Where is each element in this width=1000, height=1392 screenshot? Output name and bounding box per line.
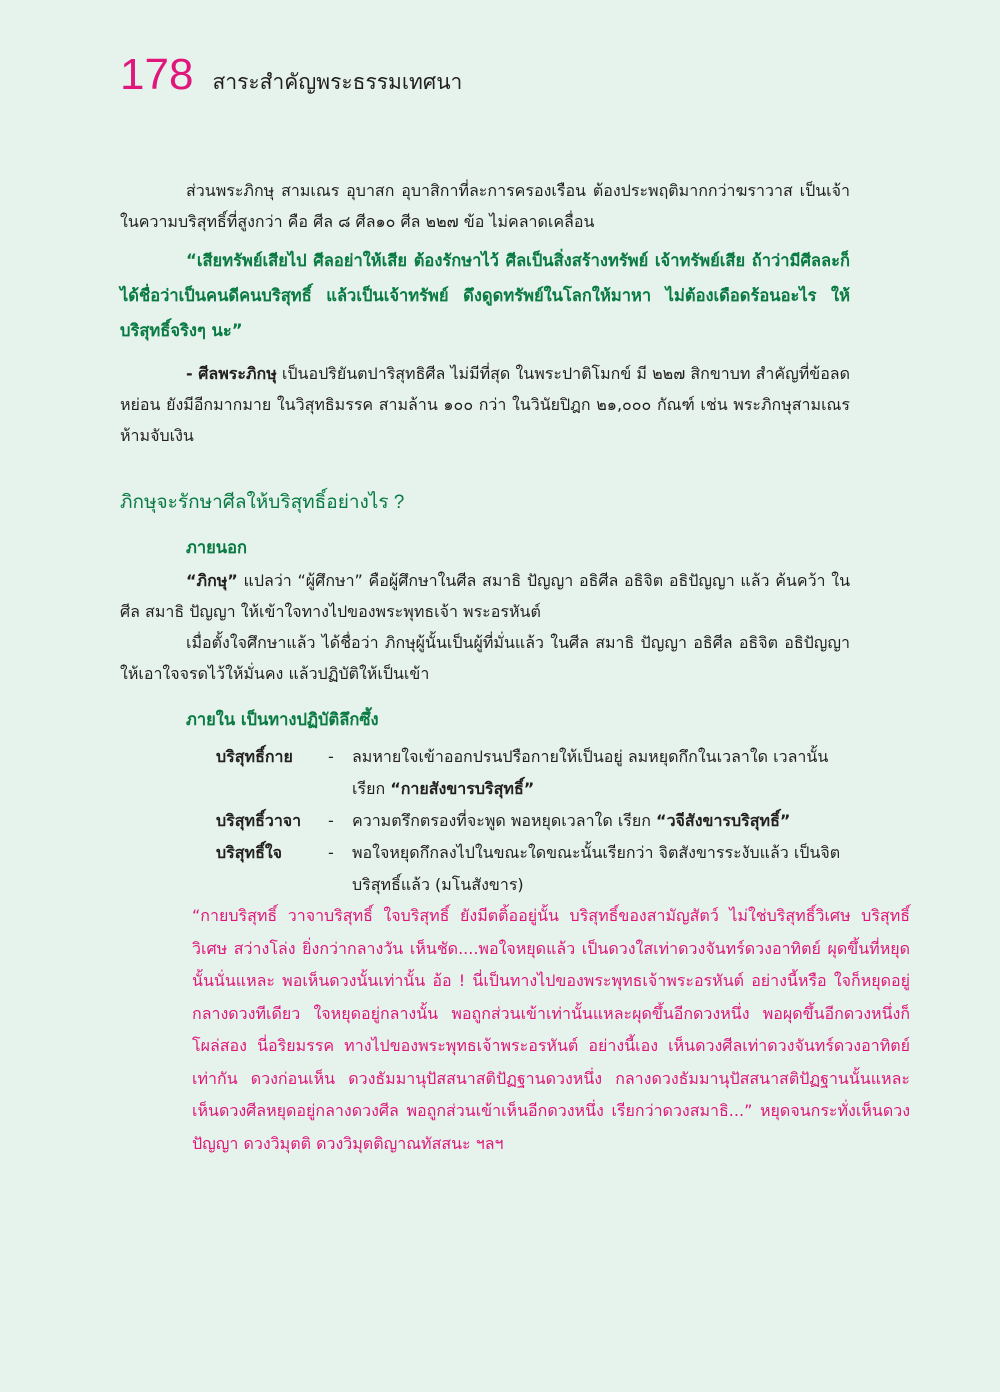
page-number: 178 xyxy=(120,50,194,99)
definition-dash: - xyxy=(328,747,334,766)
definition-term: บริสุทธิ์ใจ xyxy=(216,843,283,862)
paragraph-laity-precepts: ส่วนพระภิกษุ สามเณร อุบาสก อุบาสิกาที่ละการครองเรือน ต้องประพฤติมากกว่าฆราวาส เป็นเจ้าในความบริสุทธิ์ที่สูงกว่า คือ ศีล ๘ ศีล๑๐ ศีล ๒๒๗ ข้อ ไม่คลาดเคลื่อน xyxy=(120,181,850,231)
bhikkhu-term: “ภิกษุ” xyxy=(186,571,238,590)
page-content xyxy=(120,175,850,901)
definition-dash: - xyxy=(328,843,334,862)
pink-quote-wrapper xyxy=(120,900,980,1160)
book-title: สาระสำคัญพระธรรมเทศนา xyxy=(212,71,463,94)
page-header xyxy=(120,50,462,100)
definition-row xyxy=(216,741,850,805)
bhikkhu-definition: แปลว่า “ผู้ศึกษา” คือผู้ศึกษาในศีล สมาธิ ปัญญา อธิศีล อธิจิต อธิปัญญา แล้ว ค้นคว้า ในศีล สมาธิ ปัญญา ให้เข้าใจทางไปของพระพุทธเจ้า พระอรหันต์ xyxy=(120,571,851,621)
purity-definitions xyxy=(216,741,850,901)
definition-term: บริสุทธิ์กาย xyxy=(216,747,293,766)
definition-body: ความตรึกตรองที่จะพูด พอหยุดเวลาใด เรียก xyxy=(352,811,657,830)
outer-subtitle: ภายนอก xyxy=(186,538,247,557)
monk-precepts-lead: - ศีลพระภิกษุ xyxy=(186,364,277,383)
definition-text: พอใจหยุดกึกลงไปในขณะใดขณะนั้นเรียกว่า จิตสังขารระงับแล้ว เป็นจิตบริสุทธิ์แล้ว (มโนสังขาร) xyxy=(352,843,841,894)
monk-precepts-text: เป็นอปริยันตปาริสุทธิศีล ไม่มีที่สุด ในพระปาติโมกข์ มี ๒๒๗ สิกขาบท สำคัญที่ข้อลดหย่อน ยังมีอีกมากมาย ในวิสุทธิมรรค สามล้าน ๑๐๐ กว่า ในวินัยปิฎก ๒๑,๐๐๐ กัณฑ์ เช่น พระภิกษุสามเณร ห้ามจับเงิน xyxy=(120,364,850,445)
definition-bold: “กายสังขารบริสุทธิ์” xyxy=(390,779,535,798)
definition-bold: “วจีสังขารบริสุทธิ์” xyxy=(656,811,791,830)
outer-paragraph-2: เมื่อตั้งใจศึกษาแล้ว ได้ชื่อว่า ภิกษุผู้นั้นเป็นผู้ที่มั่นแล้ว ในศีล สมาธิ ปัญญา อธิศีล อธิจิต อธิปัญญา ให้เอาใจจรดไว้ให้มั่นคง แล้วปฏิบัติให้เป็นเข้า xyxy=(120,633,850,683)
definition-row xyxy=(216,805,850,837)
definition-text xyxy=(352,741,850,805)
inner-subtitle: ภายใน เป็นทางปฏิบัติลึกซึ้ง xyxy=(186,710,379,729)
definition-body: ลมหายใจเข้าออกปรนปรือกายให้เป็นอยู่ ลมหยุดกึกในเวลาใด เวลานั้นเรียก xyxy=(352,747,829,798)
paragraph-monk-precepts xyxy=(120,358,850,451)
section-title: ภิกษุจะรักษาศีลให้บริสุทธิ์อย่างไร ? xyxy=(120,492,405,513)
definition-dash: - xyxy=(328,811,334,830)
pink-quote: “กายบริสุทธิ์ วาจาบริสุทธิ์ ใจบริสุทธิ์ ยังมีตติ้ออยู่นั้น บริสุทธิ์ของสามัญสัตว์ ไม่ใช่บริสุทธิ์วิเศษ บริสุทธิ์วิเศษ สว่างโล่ง ยิ่งกว่ากลางวัน เห็นชัด....พอใจหยุดแล้ว เป็นดวงใสเท่าดวงจันทร์ดวงอาทิตย์ ผุดขึ้นที่หยุดนั้นนั่นแหละ พอเห็นดวงนั้นเท่านั้น อ้อ ! นี่เป็นทางไปของพระพุทธเจ้าพระอรหันต์ อย่างนี้หรือ ใจก็หยุดอยู่กลางดวงทีเดียว ใจหยุดอยู่กลางนั้น พอถูกส่วนเข้าเท่านั้นแหละผุดขึ้นอีกดวงหนึ่ง พอผุดขึ้นอีกดวงหนึ่งก็โผล่สอง นี่อริยมรรค ทางไปของพระพุทธเจ้าพระอรหันต์ อย่างนี้เอง เห็นดวงศีลเท่าดวงจันทร์ดวงอาทิตย์เท่ากัน ดวงก่อนเห็น ดวงธัมมานุปัสสนาสติปัฏฐานดวงหนึ่ง กลางดวงธัมมานุปัสสนาสติปัฏฐานนั้นแหละเห็นดวงศีลหยุดอยู่กลางดวงศีล พอถูกส่วนเข้าเห็นอีกดวงหนึ่ง เรียกว่าดวงสมาธิ...” หยุดจนกระทั่งเห็นดวงปัญญา ดวงวิมุตติ ดวงวิมุตติญาณทัสสนะ ฯลฯ xyxy=(192,906,910,1153)
definition-text xyxy=(352,805,850,837)
green-quote: “เสียทรัพย์เสียไป ศีลอย่าให้เสีย ต้องรักษาไว้ ศีลเป็นสิ่งสร้างทรัพย์ เจ้าทรัพย์เสีย ถ้าว่ามีศีลละก็ ได้ชื่อว่าเป็นคนดีคนบริสุทธิ์ แล้วเป็นเจ้าทรัพย์ ดึงดูดทรัพย์ในโลกให้มาหา ไม่ต้องเดือดร้อนอะไร ให้บริสุทธิ์จริงๆ นะ” xyxy=(120,251,850,340)
outer-paragraph-1 xyxy=(120,565,850,627)
definition-term: บริสุทธิ์วาจา xyxy=(216,811,302,830)
definition-row xyxy=(216,837,850,901)
